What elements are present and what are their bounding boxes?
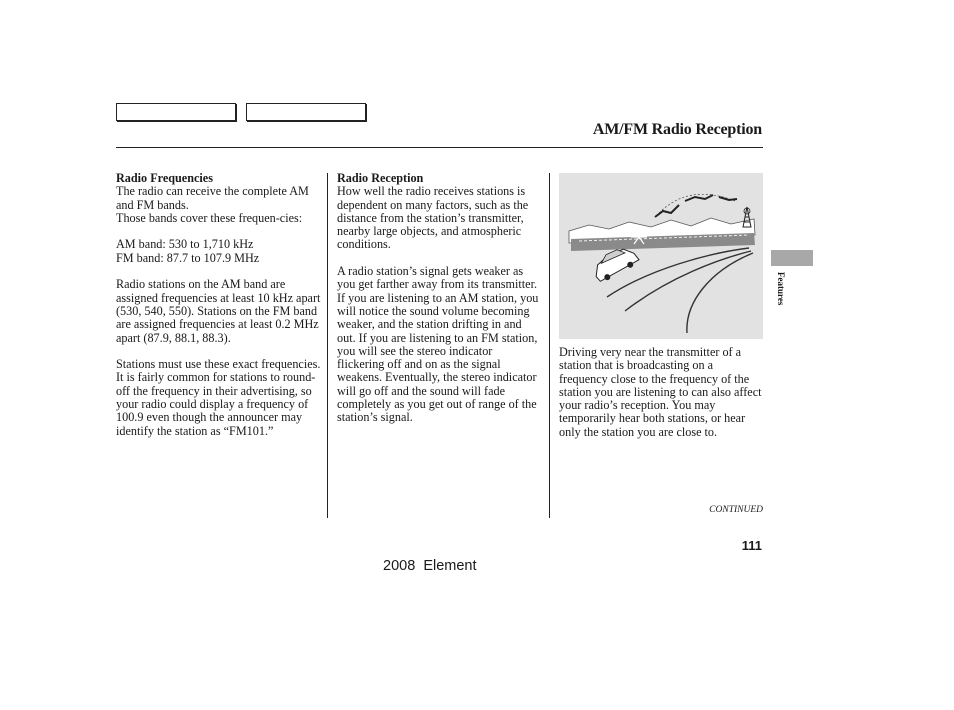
title-rule xyxy=(116,147,763,148)
radio-reception-illustration xyxy=(559,173,763,339)
right-column xyxy=(559,346,764,452)
paragraph: The radio can receive the complete AM and FM bands. xyxy=(116,184,309,212)
paragraph: A radio station’s signal gets weaker as you get farther away from its transmitter. If you are listening to an AM station, you will notice the sound volume becoming weaker, and the station drifting in and out. If you are listening to an FM station, you will see the stereo indicator flickering off and on as the signal weakens. Eventually, the stereo indicator will go off and the sound will fade completely as you get out of range of the station’s signal. xyxy=(337,264,539,425)
section-heading-radio-reception: Radio Reception xyxy=(337,171,424,185)
page-title: AM/FM Radio Reception xyxy=(592,121,762,138)
footer-text: 2008 Element xyxy=(383,558,477,574)
column-divider-2 xyxy=(549,173,550,518)
side-tab-label: Features xyxy=(776,272,786,306)
paragraph: How well the radio receives stations is dependent on many factors, such as the distance from the station’s transmitter, nearby large objects, and atmospheric conditions. xyxy=(337,184,529,252)
paragraph: Those bands cover these frequen-cies: xyxy=(116,210,303,225)
nav-button-2[interactable] xyxy=(246,103,366,121)
page-number: 111 xyxy=(741,538,762,553)
continued-label: CONTINUED xyxy=(709,505,763,515)
paragraph: Radio stations on the AM band are assigned frequencies at least 10 kHz apart (530, 540, 550). Stations on the FM band are assigned frequencies at least 0.2 MHz apart (87.9, 88.1, 88.3). xyxy=(116,277,321,345)
paragraph: Stations must use these exact frequencies. It is fairly common for stations to round-off the frequency in their advertising, so your radio could display a frequency of 100.9 even though the announcer may identify the station as “FM101.” xyxy=(116,357,321,438)
car-driving-away-from-transmitter-icon xyxy=(559,173,763,339)
am-band-line: AM band: 530 to 1,710 kHz xyxy=(116,237,254,252)
left-column xyxy=(116,172,324,451)
column-divider-1 xyxy=(327,173,328,518)
fm-band-line: FM band: 87.7 to 107.9 MHz xyxy=(116,250,260,265)
section-heading-radio-frequencies: Radio Frequencies xyxy=(116,171,213,185)
nav-button-1[interactable] xyxy=(116,103,236,121)
paragraph: Driving very near the transmitter of a station that is broadcasting on a frequency close to the frequency of the station you are listening to can also affect your radio’s reception. You may temporarily hear both stations, or hear only the station you are close to. xyxy=(559,345,762,439)
section-tab xyxy=(771,250,813,266)
middle-column xyxy=(337,172,542,438)
